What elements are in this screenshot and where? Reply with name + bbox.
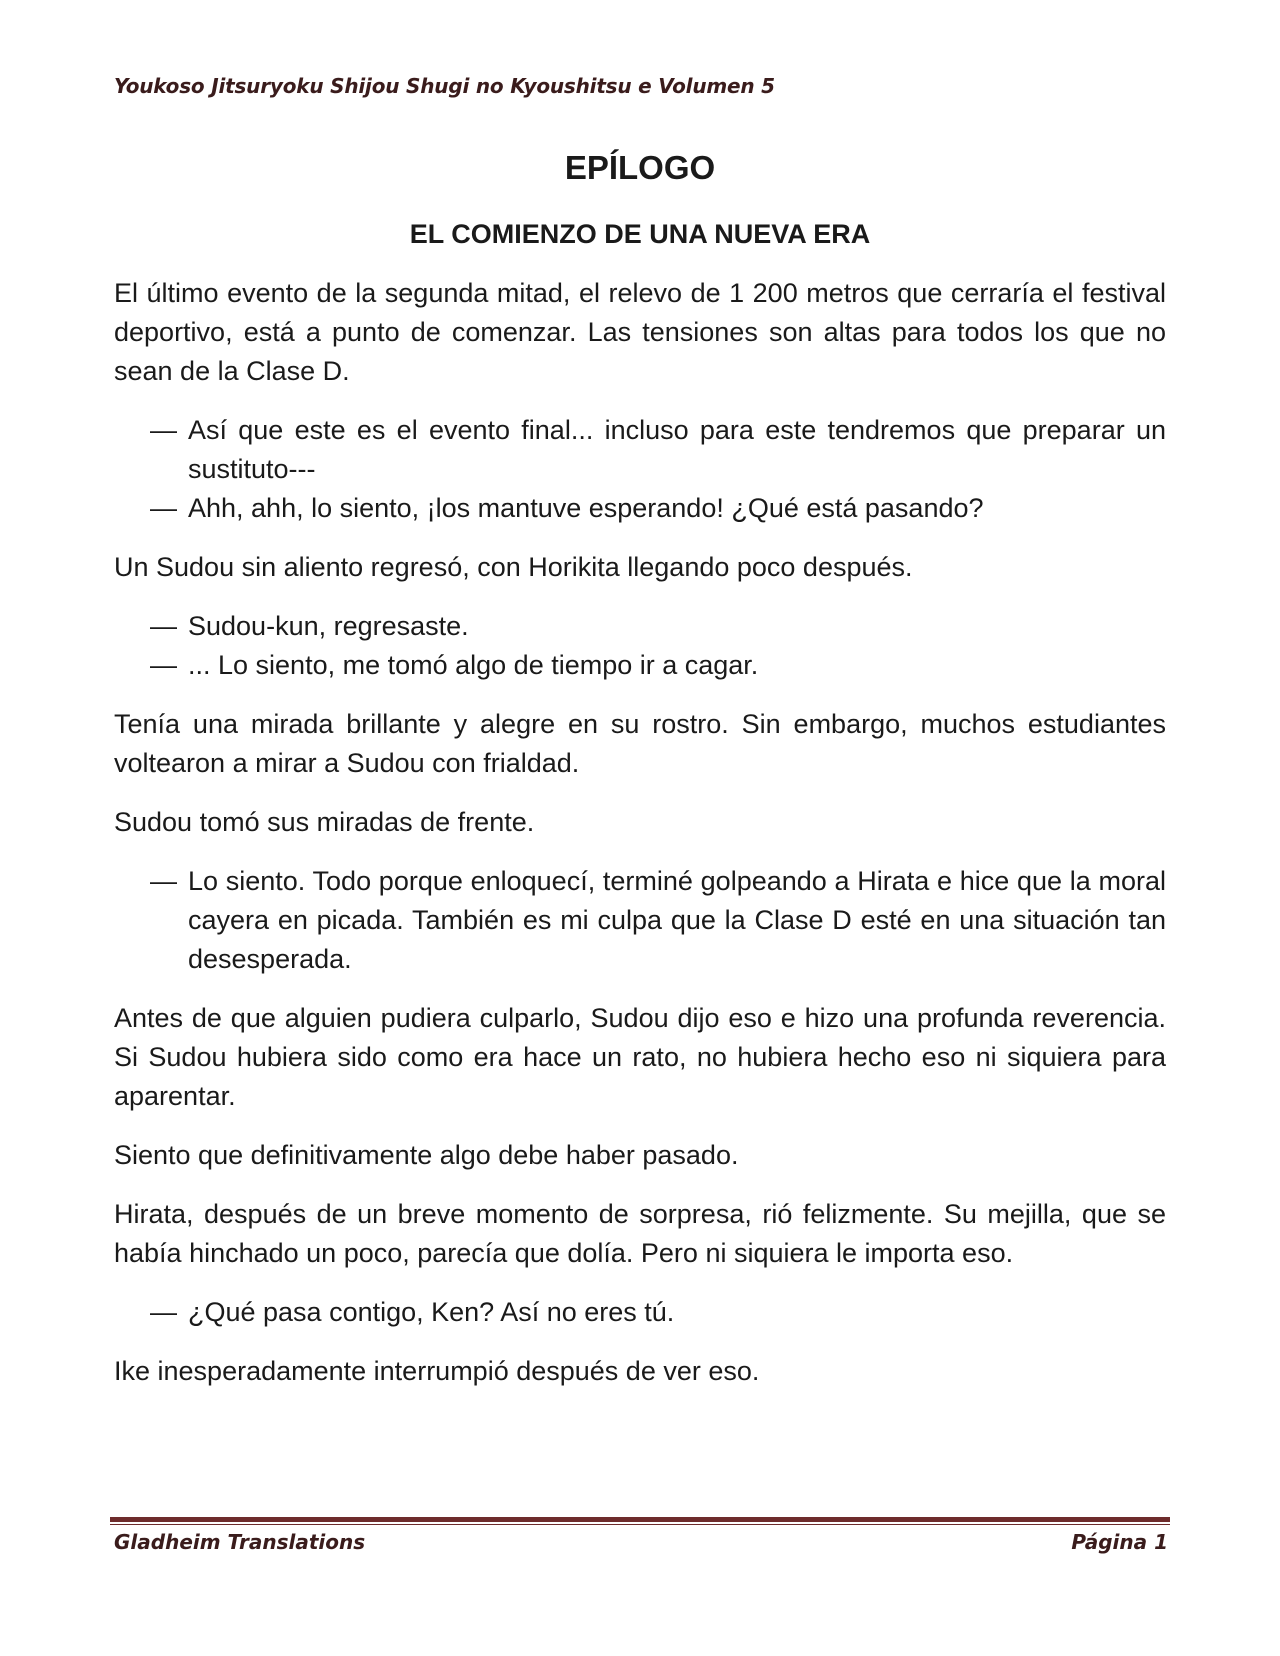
dialogue-text: ... Lo siento, me tomó algo de tiempo ir a cagar. bbox=[188, 650, 759, 680]
page-number: Página 1 bbox=[1071, 1530, 1168, 1554]
paragraph: Ike inesperadamente interrumpió después de ver eso. bbox=[114, 1356, 760, 1386]
dialogue-text: Así que este es el evento final... incluso para este tendremos que preparar un sustituto--- bbox=[188, 415, 1166, 484]
chapter-title: EPÍLOGO bbox=[564, 149, 716, 186]
paragraph: Hirata, después de un breve momento de sorpresa, rió felizmente. Su mejilla, que se había hinchado un poco, parecía que dolía. Pero ni siquiera le importa eso. bbox=[114, 1199, 1166, 1268]
dialogue-line bbox=[114, 411, 1166, 489]
paragraph: Tenía una mirada brillante y alegre en su rostro. Sin embargo, muchos estudiantes voltearon a mirar a Sudou con frialdad. bbox=[114, 709, 1166, 778]
paragraph: Sudou tomó sus miradas de frente. bbox=[114, 807, 535, 837]
dialogue-line bbox=[114, 489, 1166, 528]
dialogue-dash: — bbox=[150, 611, 177, 641]
dialogue-line bbox=[114, 862, 1166, 979]
dialogue-line bbox=[114, 607, 1166, 646]
dialogue-group bbox=[114, 862, 1166, 979]
dialogue-dash: — bbox=[150, 1297, 177, 1327]
dialogue-dash: — bbox=[150, 866, 177, 896]
chapter-subtitle: EL COMIENZO DE UNA NUEVA ERA bbox=[409, 219, 871, 249]
dialogue-text: Lo siento. Todo porque enloquecí, terminé golpeando a Hirata e hice que la moral cayera en picada. También es mi culpa que la Clase D esté en una situación tan desesperada. bbox=[188, 866, 1166, 974]
dialogue-text: Ahh, ahh, lo siento, ¡los mantuve esperando! ¿Qué está pasando? bbox=[188, 493, 984, 523]
dialogue-group bbox=[114, 607, 1166, 685]
paragraph: El último evento de la segunda mitad, el relevo de 1 200 metros que cerraría el festival deportivo, está a punto de comenzar. Las tensiones son altas para todos los que no sean de la Clase D. bbox=[114, 278, 1166, 386]
dialogue-text: Sudou-kun, regresaste. bbox=[188, 611, 469, 641]
page-content bbox=[114, 146, 1166, 1411]
paragraph: Un Sudou sin aliento regresó, con Horikita llegando poco después. bbox=[114, 552, 913, 582]
dialogue-line bbox=[114, 646, 1166, 685]
paragraph: Antes de que alguien pudiera culparlo, Sudou dijo eso e hizo una profunda reverencia. Si Sudou hubiera sido como era hace un rato, no hubiera hecho eso ni siquiera para aparentar. bbox=[114, 1003, 1166, 1111]
dialogue-line bbox=[114, 1293, 1166, 1332]
dialogue-group bbox=[114, 1293, 1166, 1332]
footer-divider bbox=[110, 1517, 1170, 1522]
paragraph: Siento que definitivamente algo debe haber pasado. bbox=[114, 1140, 739, 1170]
dialogue-text: ¿Qué pasa contigo, Ken? Así no eres tú. bbox=[188, 1297, 675, 1327]
dialogue-group bbox=[114, 411, 1166, 528]
dialogue-dash: — bbox=[150, 493, 177, 523]
footer-divider-thin bbox=[110, 1524, 1170, 1525]
dialogue-dash: — bbox=[150, 650, 177, 680]
running-header: Youkoso Jitsuryoku Shijou Shugi no Kyoushitsu e Volumen 5 bbox=[114, 74, 775, 98]
dialogue-dash: — bbox=[150, 415, 177, 445]
footer-credit: Gladheim Translations bbox=[114, 1530, 366, 1554]
